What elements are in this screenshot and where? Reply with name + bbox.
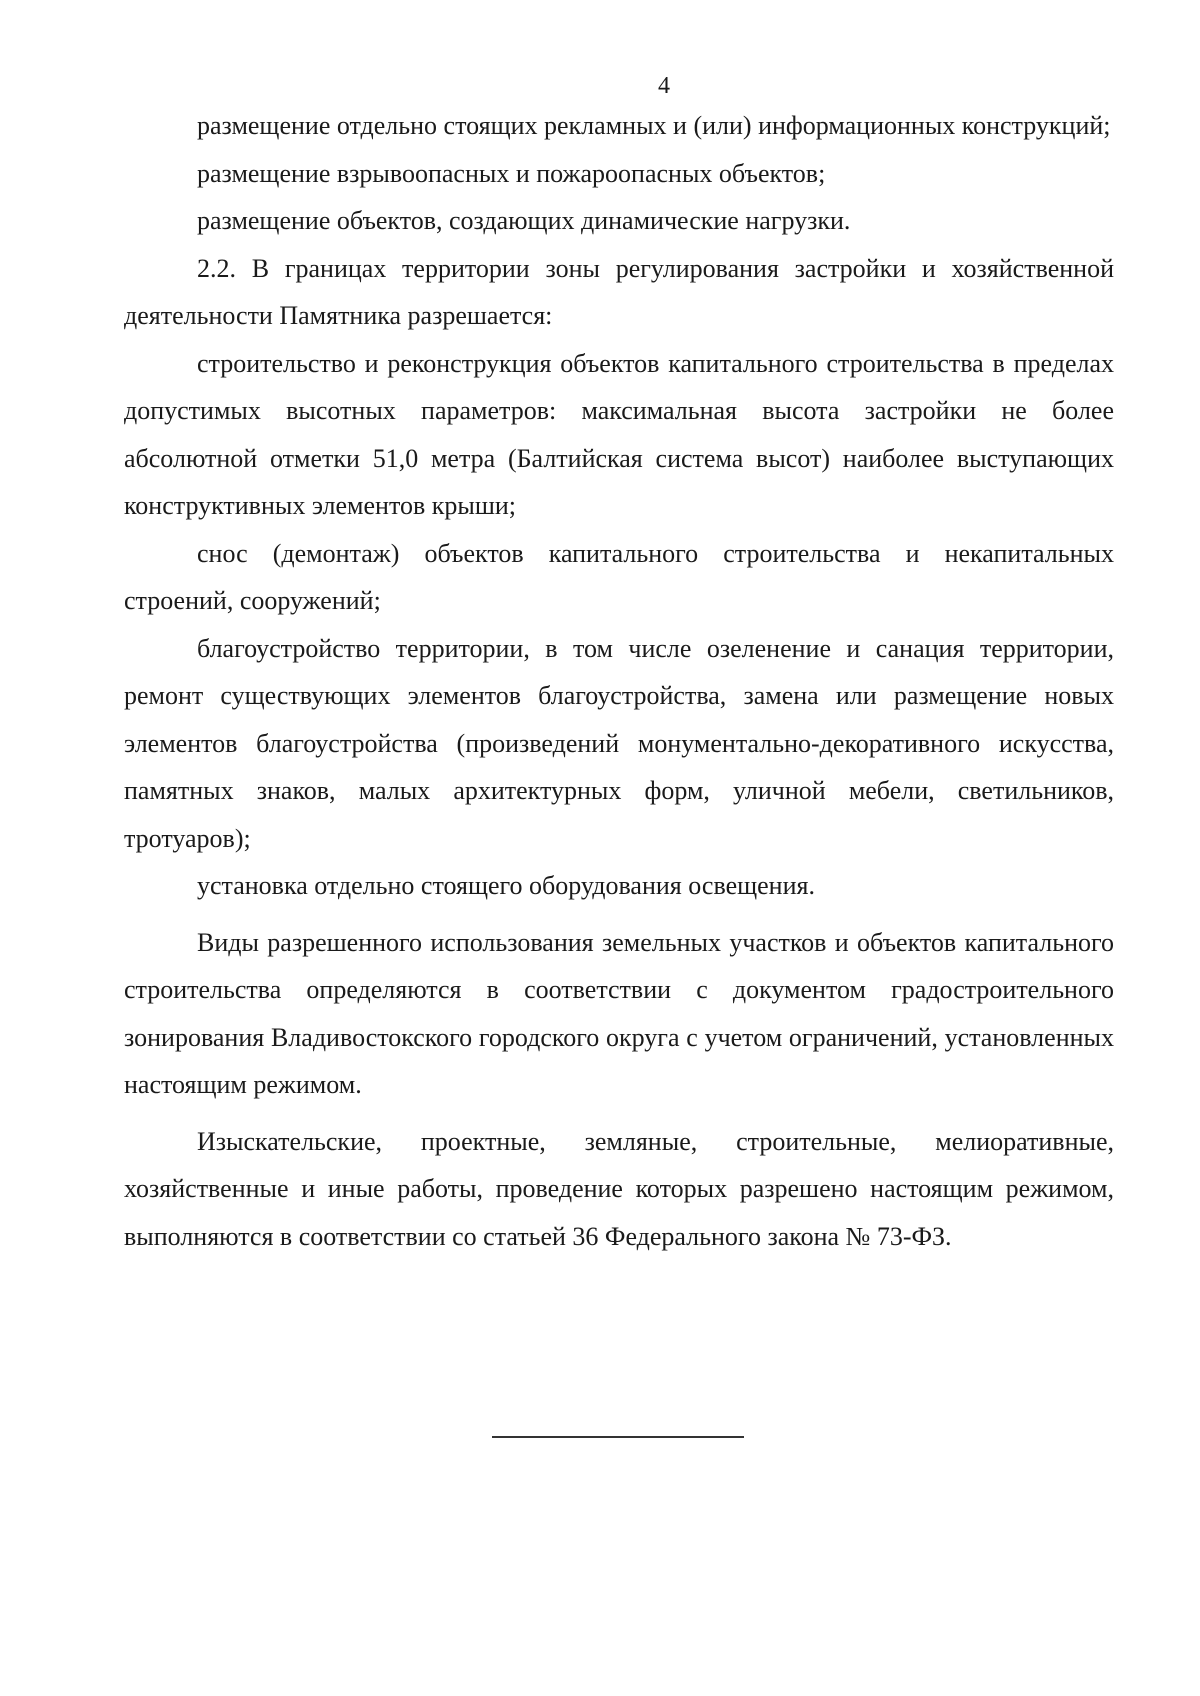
paragraph-lighting-equipment: установка отдельно стоящего оборудования освещения. <box>197 871 815 900</box>
paragraph-section-2-2: 2.2. В границах территории зоны регулирования застройки и хозяйственной деятельности Памятника разрешается: <box>124 253 1114 330</box>
paragraph-gap <box>124 910 1114 919</box>
paragraph-survey-works: Изыскательские, проектные, земляные, строительные, мелиоративные, хозяйственные и иные работы, проведение которых разрешено настоящим режимом, выполняются в соответствии со статьей 36 Федерального закона № 73-ФЗ. <box>124 1126 1114 1251</box>
paragraph-landscaping: благоустройство территории, в том числе озеленение и санация территории, ремонт существующих элементов благоустройства, замена или размещение новых элементов благоустройства (произведений монументально-декоративного искусства, памятных знаков, малых архитектурных форм, уличной мебели, светильников, тротуаров); <box>124 633 1114 853</box>
paragraph-demolition: снос (демонтаж) объектов капитального строительства и некапитальных строений, сооружений; <box>124 538 1114 615</box>
paragraph-dynamic-loads: размещение объектов, создающих динамические нагрузки. <box>197 206 851 235</box>
page-number: 4 <box>658 73 670 99</box>
document-body <box>124 102 1114 1260</box>
paragraph-explosive-objects: размещение взрывоопасных и пожароопасных объектов; <box>197 158 826 188</box>
end-divider-line <box>492 1436 744 1438</box>
paragraph-construction-reconstruction: строительство и реконструкция объектов капитального строительства в пределах допустимых высотных параметров: максимальная высота застройки не более абсолютной отметки 51,0 метра (Балтийская система высот) наиболее выступающих конструктивных элементов крыши; <box>124 348 1114 520</box>
paragraph-permitted-use: Виды разрешенного использования земельных участков и объектов капитального строительства определяются в соответствии с документом градостроительного зонирования Владивостокского городского округа с учетом ограничений, установленных настоящим режимом. <box>124 927 1114 1099</box>
paragraph-advertising-structures: размещение отдельно стоящих рекламных и (или) информационных конструкций; <box>197 111 1111 140</box>
paragraph-gap <box>124 1109 1114 1118</box>
